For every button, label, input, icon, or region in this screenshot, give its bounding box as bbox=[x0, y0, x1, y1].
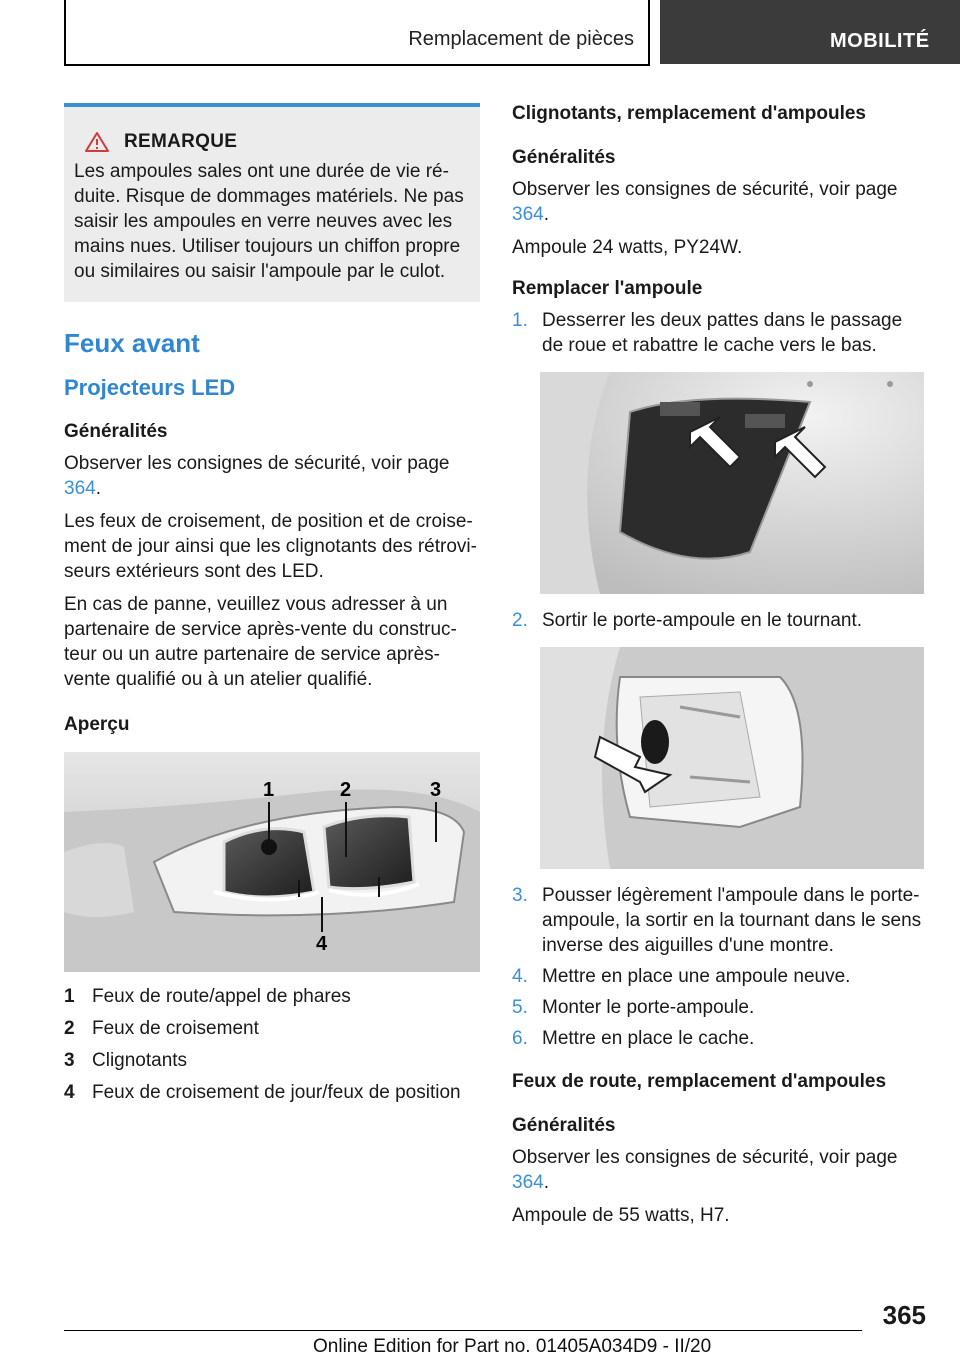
figure-label-4: 4 bbox=[316, 933, 328, 955]
right-column bbox=[512, 103, 926, 1236]
legend-number: 1 bbox=[64, 986, 75, 1007]
overview-heading: Aperçu bbox=[64, 714, 130, 735]
step-number: 3. bbox=[512, 885, 528, 906]
step-number: 5. bbox=[512, 997, 528, 1018]
headlight-overview-image bbox=[64, 752, 480, 972]
legend-item bbox=[64, 1050, 480, 1082]
legend-text: Feux de croisement bbox=[92, 1018, 259, 1039]
header-section-box bbox=[64, 0, 650, 66]
legend-text: Feux de route/appel de phares bbox=[92, 986, 351, 1007]
section-heading-front-lights: Feux avant bbox=[64, 328, 200, 358]
step-number: 6. bbox=[512, 1028, 528, 1049]
step-number: 1. bbox=[512, 310, 528, 331]
figure-label-1: 1 bbox=[263, 779, 275, 801]
header-section-title: Remplacement de pièces bbox=[408, 28, 634, 50]
general-heading: Généralités bbox=[512, 147, 616, 168]
footer-divider bbox=[64, 1330, 862, 1331]
step-text: Mettre en place le cache. bbox=[542, 1028, 755, 1049]
legend-number: 3 bbox=[64, 1050, 75, 1071]
legend-item bbox=[64, 1018, 480, 1050]
safety-suffix: . bbox=[543, 1172, 549, 1193]
subsection-heading-led: Projecteurs LED bbox=[64, 375, 236, 400]
legend-item bbox=[64, 986, 480, 1018]
bulb-holder-image bbox=[540, 647, 924, 869]
bulb-spec: Ampoule 24 watts, PY24W. bbox=[512, 237, 743, 258]
safety-suffix: . bbox=[95, 478, 101, 499]
step-text: Monter le porte-ampoule. bbox=[542, 997, 755, 1018]
notice-box bbox=[64, 103, 480, 302]
bulb-spec: Ampoule de 55 watts, H7. bbox=[512, 1205, 730, 1226]
page-number: 365 bbox=[882, 1300, 926, 1330]
footer-edition: Online Edition for Part no. 01405A034D9 - II/20 bbox=[313, 1336, 712, 1357]
high-beam-heading: Feux de route, remplacement d'ampoules bbox=[512, 1071, 887, 1092]
step-item bbox=[512, 883, 926, 958]
led-paragraph: Les feux de croisement, de position et de croisement de jour ainsi que les clignotants des rétroviseurs extérieurs sont des LED. bbox=[64, 511, 477, 582]
step-text: Pousser légèrement l'ampoule dans le porte-ampoule, la sortir en la tournant dans le sens inverse des aiguilles d'une montre. bbox=[542, 885, 922, 956]
left-column bbox=[64, 103, 480, 1114]
step-item bbox=[512, 964, 926, 989]
warning-triangle-icon bbox=[84, 131, 110, 153]
safety-text: Observer les consignes de sécurité, voir page bbox=[64, 453, 450, 474]
step-text: Desserrer les deux pattes dans le passage de roue et rabattre le cache vers le bas. bbox=[542, 310, 903, 356]
legend-text: Feux de croisement de jour/feux de position bbox=[92, 1082, 461, 1103]
figure-legend bbox=[64, 986, 480, 1114]
notice-title: REMARQUE bbox=[124, 131, 238, 152]
safety-reference bbox=[512, 1145, 926, 1195]
step-item bbox=[512, 1026, 926, 1051]
cover-clips-image bbox=[540, 372, 924, 594]
safety-text: Observer les consignes de sécurité, voir page bbox=[512, 179, 898, 200]
page-link-364[interactable]: 364 bbox=[512, 204, 544, 225]
service-paragraph: En cas de panne, veuillez vous adresser à un partenaire de service après-vente du constructeur ou un autre partenaire de service après-vente qualifié ou à un atelier qualifié. bbox=[64, 594, 457, 690]
safety-text: Observer les consignes de sécurité, voir page bbox=[512, 1147, 898, 1168]
legend-number: 4 bbox=[64, 1082, 75, 1103]
page-link-364[interactable]: 364 bbox=[64, 478, 96, 499]
step-number: 2. bbox=[512, 610, 528, 631]
safety-reference bbox=[64, 451, 480, 501]
notice-text: Les ampoules sales ont une durée de vie réduite. Risque de dommages matériels. Ne pas saisir les ampoules en verre neuves avec les mains nues. Utiliser toujours un chiffon propre ou similaires ou saisir l'ampoule par le culot. bbox=[74, 161, 464, 282]
step-item bbox=[512, 995, 926, 1020]
legend-item bbox=[64, 1082, 480, 1114]
page-link-364[interactable]: 364 bbox=[512, 1172, 544, 1193]
step-text: Sortir le porte-ampoule en le tournant. bbox=[542, 610, 863, 631]
turn-signal-heading: Clignotants, remplacement d'ampoules bbox=[512, 103, 866, 124]
safety-suffix: . bbox=[543, 204, 549, 225]
step-number: 4. bbox=[512, 966, 528, 987]
notice-header bbox=[74, 131, 470, 153]
general-heading: Généralités bbox=[512, 1115, 616, 1136]
step-item bbox=[512, 308, 926, 358]
header-chapter-tab bbox=[660, 0, 960, 64]
legend-number: 2 bbox=[64, 1018, 75, 1039]
figure-label-2: 2 bbox=[340, 779, 352, 801]
header-chapter-title: MOBILITÉ bbox=[830, 30, 930, 52]
step-item bbox=[512, 608, 926, 633]
replace-bulb-heading: Remplacer l'ampoule bbox=[512, 278, 703, 299]
page-header bbox=[0, 0, 960, 66]
figure-label-3: 3 bbox=[430, 779, 442, 801]
legend-text: Clignotants bbox=[92, 1050, 188, 1071]
step-text: Mettre en place une ampoule neuve. bbox=[542, 966, 851, 987]
general-heading: Généralités bbox=[64, 421, 168, 442]
safety-reference bbox=[512, 177, 926, 227]
